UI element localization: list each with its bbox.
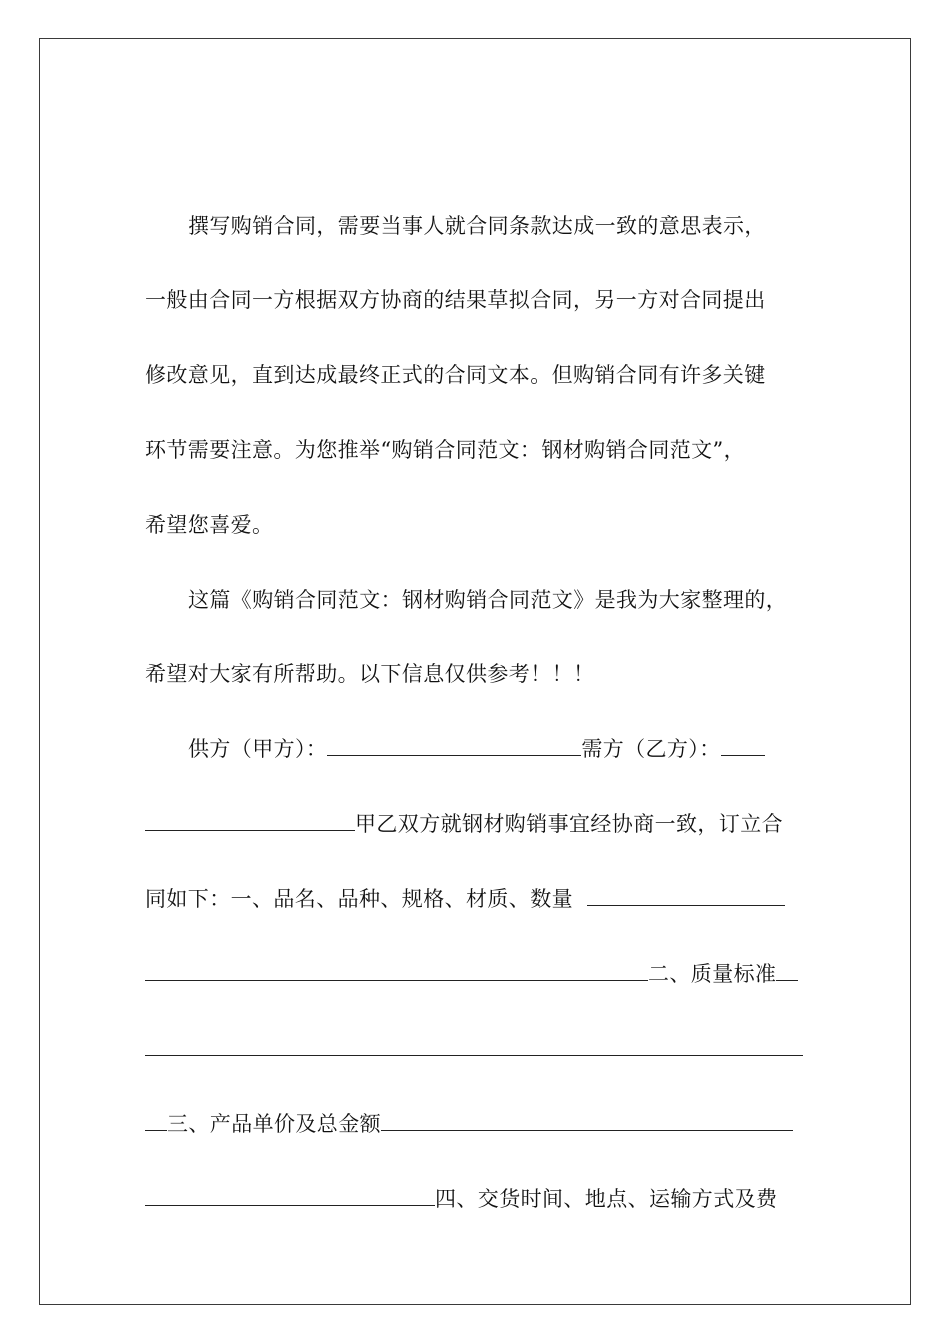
clause-3-blank: [381, 1110, 793, 1131]
intro-line-5: 希望您喜爱。: [145, 513, 274, 537]
note-line-2: 希望对大家有所帮助。以下信息仅供参考！！！: [145, 662, 595, 686]
clause-2-blank-start: [776, 960, 798, 981]
intro-line-2: 一般由合同一方根据双方协商的结果草拟合同，另一方对合同提出: [145, 288, 766, 312]
clause-3-text: 三、产品单价及总金额: [167, 1112, 381, 1136]
supplier-label: 供方（甲方）：: [188, 737, 328, 761]
clause-2-blank-line: [145, 1035, 805, 1063]
buyer-label: 需方（乙方）：: [581, 737, 721, 761]
intro-line-3: 修改意见，直到达成最终正式的合同文本。但购销合同有许多关键: [145, 363, 766, 387]
intro-line-1: 撰写购销合同，需要当事人就合同条款达成一致的意思表示，: [188, 214, 766, 238]
note-line-1: 这篇《购销合同范文：钢材购销合同范文》是我为大家整理的，: [188, 588, 788, 612]
clause-2-blank: [145, 1035, 803, 1056]
clause-3-line: [145, 1110, 805, 1138]
buyer-blank-start: [721, 735, 765, 756]
agreement-text: 甲乙双方就钢材购销事宜经协商一致，订立合: [355, 812, 783, 836]
clause-2-blank-end: [145, 1110, 167, 1131]
clause-1-blank-cont: [145, 960, 648, 981]
clause-3-blank-cont: [145, 1185, 435, 1206]
clause-1-line: [145, 885, 805, 913]
supplier-blank: [327, 735, 581, 756]
clause-4-line: [145, 1185, 805, 1213]
clause-4-text: 四、交货时间、地点、运输方式及费: [435, 1187, 778, 1211]
parties-line: [188, 735, 805, 763]
buyer-blank-end: [145, 810, 355, 831]
clause-2-line: [145, 960, 805, 988]
intro-line-4: 环节需要注意。为您推举“购销合同范文：钢材购销合同范文”，: [145, 438, 746, 462]
clause-1-blank: [587, 885, 785, 906]
clause-1-text: 同如下：一、品名、品种、规格、材质、数量: [145, 887, 573, 911]
clause-2-text: 二、质量标准: [648, 962, 777, 986]
agreement-line: [145, 810, 805, 838]
